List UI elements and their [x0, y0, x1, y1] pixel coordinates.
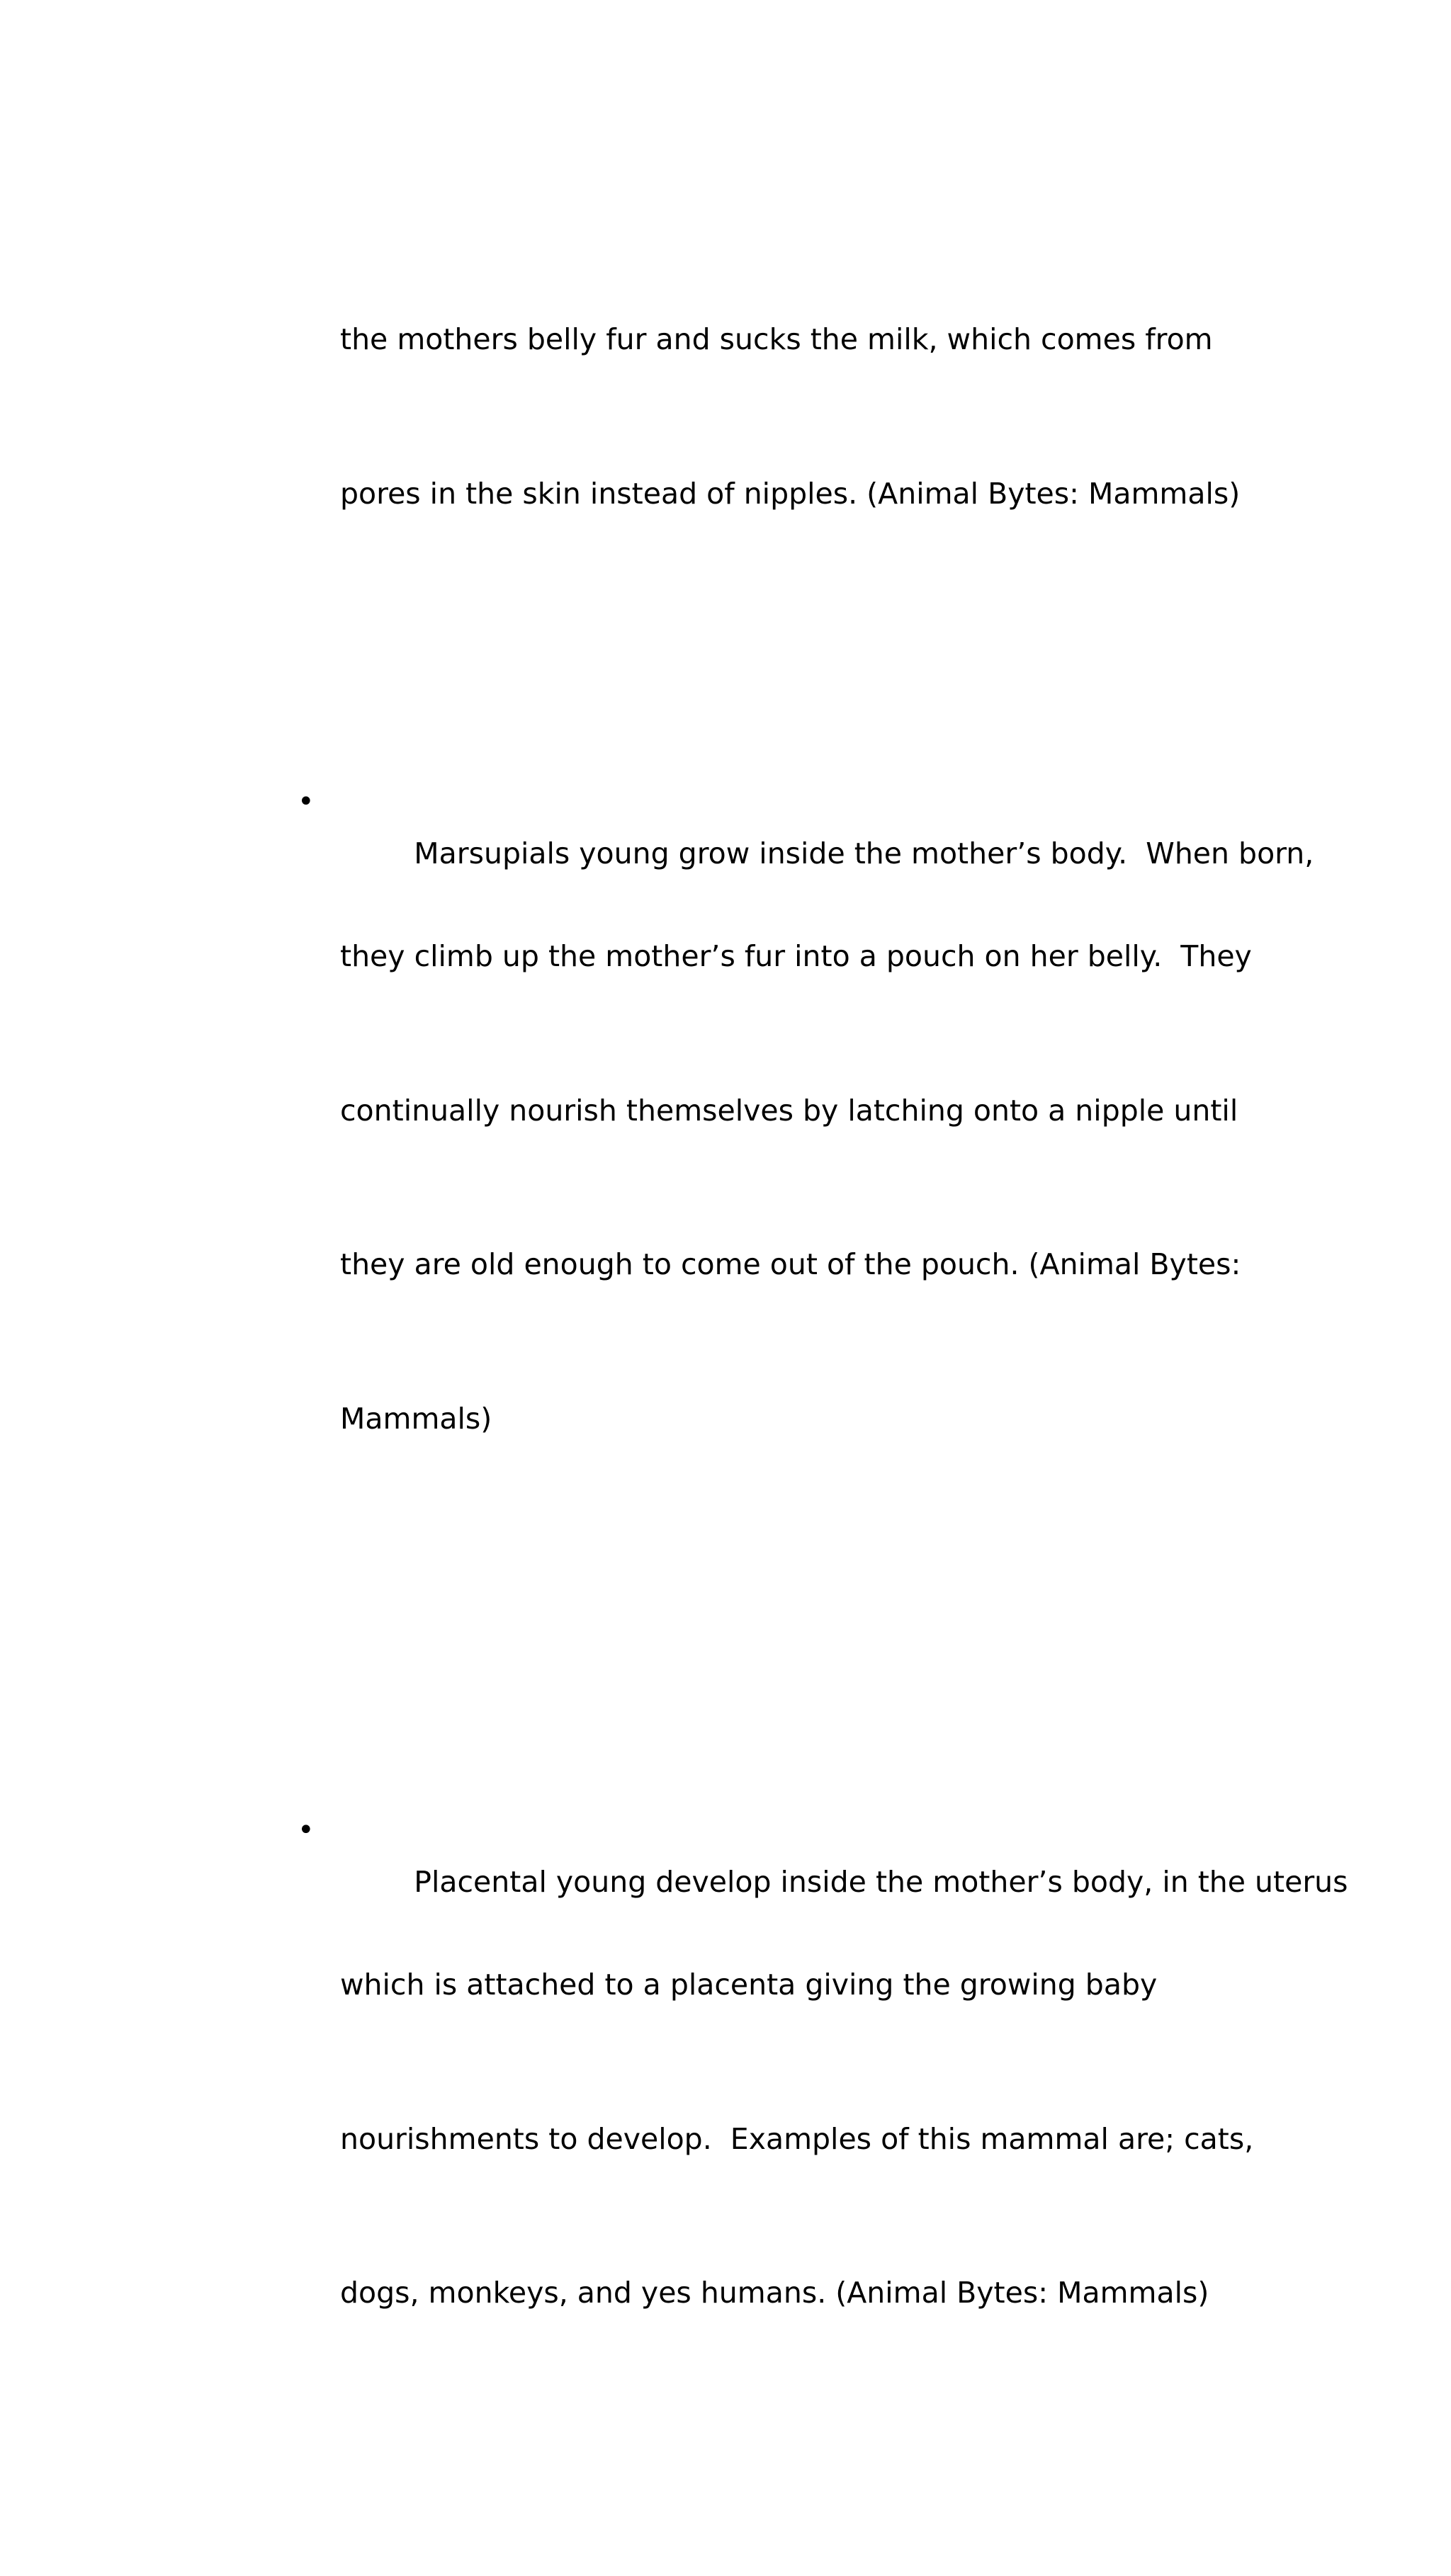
bullet-text-line: which is attached to a placenta giving the growing baby — [340, 1967, 1158, 2002]
bullet-text-line: Mammals) — [340, 1402, 492, 1436]
continued-text-line: the mothers belly fur and sucks the milk, which comes from — [340, 322, 1213, 356]
bullet-text-line: continually nourish themselves by latching onto a nipple until — [340, 1093, 1238, 1128]
bullet-item-placental — [298, 1702, 1348, 2422]
bullet-text-line: they are old enough to come out of the pouch. (Animal Bytes: — [340, 1247, 1241, 1282]
bullet-first-line — [298, 1805, 1348, 1899]
bullet-text: Marsupials young grow inside the mother’s body. When born, — [414, 836, 1314, 870]
bullet-text-line: they climb up the mother’s fur into a pouch on her belly. They — [340, 938, 1252, 973]
bullet-text-line: nourishments to develop. Examples of this mammal are; cats, — [340, 2121, 1254, 2156]
bullet-item-marsupials — [298, 674, 1314, 1548]
bullet-first-line — [298, 776, 1314, 870]
bullet-text-line: dogs, monkeys, and yes humans. (Animal Bytes: Mammals) — [340, 2276, 1209, 2310]
bullet-text: Placental young develop inside the mother’s body, in the uterus — [414, 1864, 1348, 1899]
bullet-icon: • — [298, 785, 315, 819]
bullet-icon: • — [298, 1814, 315, 1846]
continued-text-line: pores in the skin instead of nipples. (Animal Bytes: Mammals) — [340, 476, 1241, 511]
document-body — [298, 159, 1348, 2576]
